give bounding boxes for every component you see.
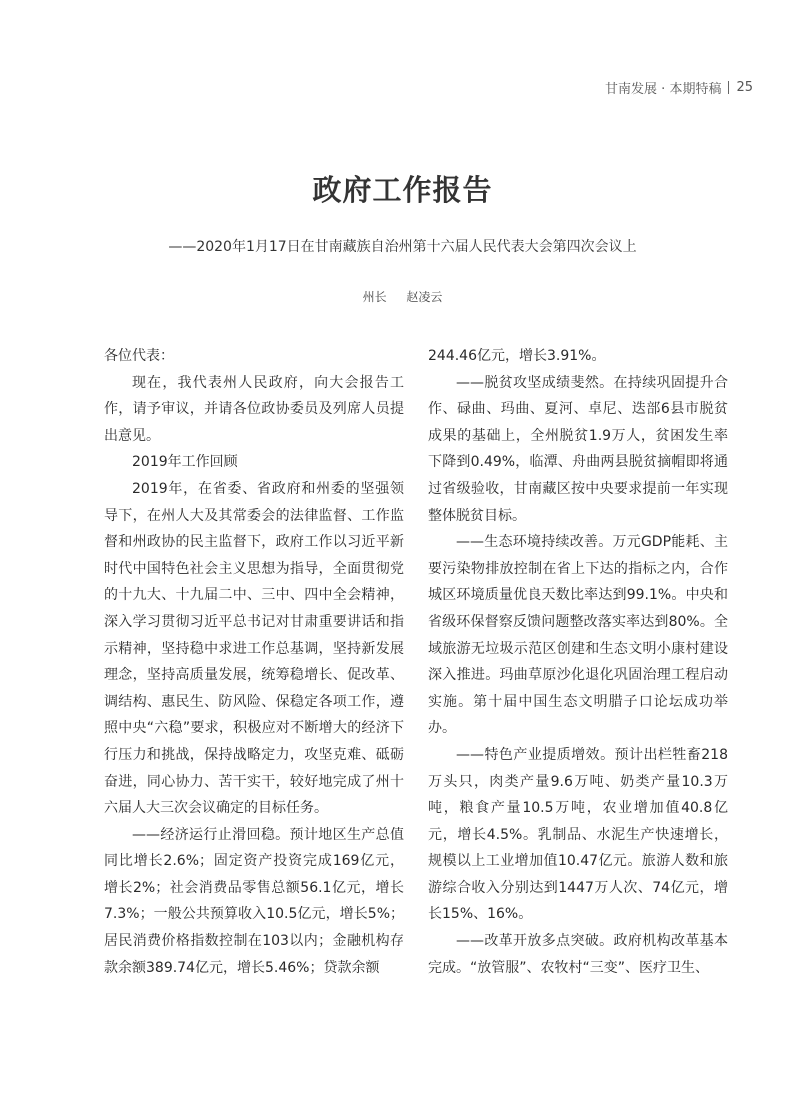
- paragraph-reform: ——改革开放多点突破。政府机构改革基本完成。“放管服”、农牧村“三变”、医疗卫生、: [428, 933, 728, 976]
- running-header: [605, 78, 753, 97]
- paragraph-greeting: 各位代表：: [104, 348, 174, 364]
- page-subtitle: ——2020年1月17日在甘南藏族自治州第十六届人民代表大会第四次会议上: [168, 239, 637, 255]
- author-line: [0, 288, 805, 305]
- paragraph-review: 2019年，在省委、省政府和州委的坚强领导下，在州人大及其常委会的法律监督、工作监督和州政协的民主监督下，政府工作以习近平新时代中国特色社会主义思想为指导，全面贯彻党的十九大、十九届二中、三中、四中全会精神，深入学习贯彻习近平总书记对甘肃重要讲话和指示精神，坚持稳中求进工作总基调，坚持新发展理念，坚持高质量发展，统筹稳增长、促改革、调结构、惠民生、防风险、保稳定各项工作，遵照中央“六稳”要求，积极应对不断增大的经济下行压力和挑战，保持战略定力，攻坚克难、砥砺奋进，同心协力、苦干实干，较好地完成了州十六届人大三次会议确定的目标任务。: [104, 480, 404, 817]
- paragraph-continuation: 244.46亿元，增长3.91%。: [428, 348, 606, 364]
- left-column: [104, 343, 404, 981]
- header-divider: [728, 81, 729, 94]
- page-title: 政府工作报告: [312, 173, 493, 207]
- paragraph-environment: ——生态环境持续改善。万元GDP能耗、主要污染物排放控制在省上下达的指标之内，合作城区环境质量优良天数比率达到99.1%。中央和省级环保督察反馈问题整改落实率达到80%。全域旅游无垃圾示范区创建和生态文明小康村建设深入推进。玛曲草原沙化退化巩固治理工程启动实施。第十届中国生态文明腊子口论坛成功举办。: [428, 534, 728, 737]
- page-number: 25: [736, 80, 753, 95]
- paragraph-intro: 现在，我代表州人民政府，向大会报告工作，请予审议，并请各位政协委员及列席人员提出意见。: [104, 374, 404, 444]
- section-heading: 2019年工作回顾: [132, 454, 238, 471]
- paragraph-industry: ——特色产业提质增效。预计出栏牲畜218万头只，肉类产量9.6万吨、奶类产量10.3万吨，粮食产量10.5万吨，农业增加值40.8亿元，增长4.5%。乳制品、水泥生产快速增长，规模以上工业增加值10.47亿元。旅游人数和旅游综合收入分别达到1447万人次、74亿元，增长15%、16%。: [428, 746, 728, 923]
- paragraph-economy: ——经济运行止滑回稳。预计地区生产总值同比增长2.6%；固定资产投资完成169亿元，增长2%；社会消费品零售总额56.1亿元，增长7.3%；一般公共预算收入10.5亿元，增长5%；居民消费价格指数控制在103以内；金融机构存款余额389.74亿元，增长5.46%；贷款余额: [104, 826, 404, 976]
- author-name: 赵凌云: [406, 290, 443, 304]
- author-role: 州长: [362, 290, 387, 304]
- header-section-label: 甘南发展 · 本期特稿: [605, 82, 722, 97]
- right-column: [428, 343, 728, 981]
- paragraph-poverty: ——脱贫攻坚成绩斐然。在持续巩固提升合作、碌曲、玛曲、夏河、卓尼、迭部6县市脱贫成果的基础上，全州脱贫1.9万人，贫困发生率下降到0.49%，临潭、舟曲两县脱贫摘帽即将通过省级验收，甘南藏区按中央要求提前一年实现整体脱贫目标。: [428, 374, 728, 524]
